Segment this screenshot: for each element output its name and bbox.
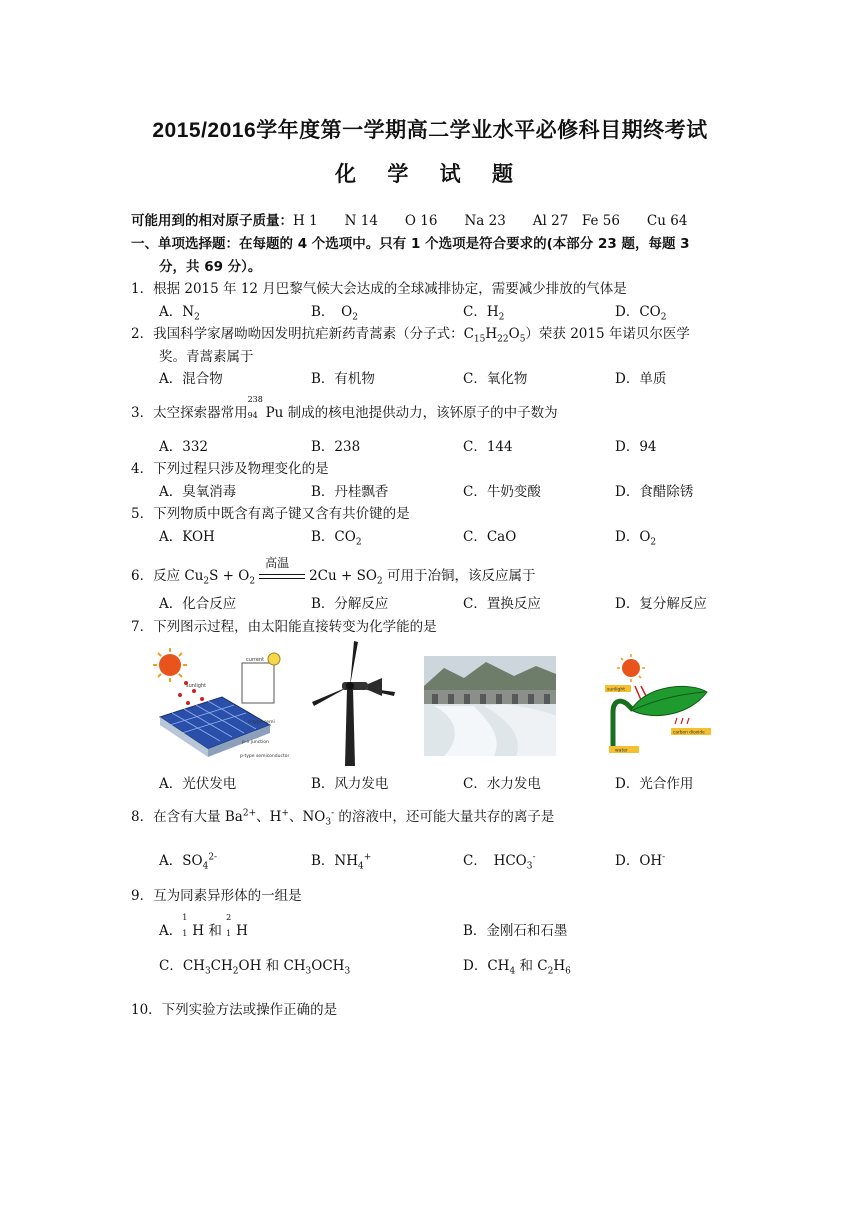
q4-option-a[interactable]: A．臭氧消毒 [159, 484, 237, 500]
q7-option-c[interactable]: C．水力发电 [463, 776, 541, 792]
q6-option-d[interactable]: D．复分解反应 [615, 596, 707, 612]
q6-option-c[interactable]: C．置换反应 [463, 596, 541, 612]
q3-option-b[interactable]: B．238 [311, 439, 361, 455]
q2-stem: 2．我国科学家屠呦呦因发明抗疟新药青蒿素（分子式：$C_{15}H_{22}O_5$）荣获 2015 年诺贝尔医学 [131, 326, 690, 345]
photovoltaic-figure [150, 645, 290, 767]
q5-option-c[interactable]: C．CaO [463, 529, 517, 545]
q4-option-b[interactable]: B．丹桂飘香 [311, 484, 389, 500]
wind-turbine-figure [300, 638, 400, 766]
q9-option-a[interactable]: A． 1 1 H 和 2 1 H [159, 913, 248, 939]
svg-text:water: water [615, 748, 628, 754]
q5-option-d[interactable]: D．$O_2$ [615, 529, 657, 548]
q1-option-c[interactable]: C．$H_2$ [463, 304, 505, 323]
sun-icon [622, 659, 640, 677]
q1-option-d[interactable]: D．$CO_2$ [615, 304, 667, 323]
section1-heading: 一、单项选择题：在每题的 4 个选项中。只有 1 个选项是符合要求的(本部分 23 题，每题 3 [131, 236, 690, 252]
q2-option-b[interactable]: B．有机物 [311, 371, 375, 387]
q2-option-c[interactable]: C．氧化物 [463, 371, 528, 387]
section1-heading-cont: 分，共 69 分）。 [159, 259, 262, 275]
q9-option-d[interactable]: D．$CH_4$ 和 $C_2H_6$ [463, 958, 571, 977]
q4-option-c[interactable]: C．牛奶变酸 [463, 484, 541, 500]
q3-option-a[interactable]: A．332 [159, 439, 209, 455]
q9-option-b[interactable]: B．金刚石和石墨 [463, 923, 568, 939]
exam-title: 2015/2016学年度第一学期高二学业水平必修科目期终考试 [152, 119, 708, 142]
q8-option-c[interactable]: C． $HCO_3^-$ [463, 852, 536, 872]
atomic-masses-label: 可能用到的相对原子质量： [131, 213, 293, 229]
q4-stem: 4．下列过程只涉及物理变化的是 [131, 461, 329, 477]
q5-stem: 5．下列物质中既含有离子键又含有共价键的是 [131, 506, 410, 522]
q6-stem: 6．反应 $Cu_2S + O_2$ 高温 $2Cu + SO_2$ 可用于冶铜，该反应属于 [131, 555, 536, 587]
q8-option-d[interactable]: D．OH- [615, 852, 666, 869]
hydropower-dam-figure [424, 656, 556, 756]
q2-stem-cont: 奖。青蒿素属于 [159, 349, 254, 365]
q1-option-a[interactable]: A．$N_2$ [159, 304, 200, 323]
svg-text:sunlight: sunlight [607, 687, 626, 693]
q3-stem: 3．太空探索器常用 238 94 Pu 制成的核电池提供动力，该钚原子的中子数为 [131, 395, 558, 421]
q4-option-d[interactable]: D．食醋除锈 [615, 484, 694, 500]
q1-stem: 1．根据 2015 年 12 月巴黎气候大会达成的全球减排协定，需要减少排放的气体是 [131, 281, 627, 297]
svg-text:sunlight: sunlight [186, 683, 207, 689]
q7-option-d[interactable]: D．光合作用 [615, 776, 694, 792]
svg-text:p-n junction: p-n junction [242, 740, 269, 745]
svg-text:carbon dioxide: carbon dioxide [673, 730, 705, 736]
q7-option-b[interactable]: B．风力发电 [311, 776, 389, 792]
atomic-masses-line [131, 209, 687, 229]
q5-option-a[interactable]: A．KOH [159, 529, 215, 545]
svg-text:p-type semiconductor: p-type semiconductor [240, 754, 290, 759]
reaction-equals-sign: 高温 [259, 570, 305, 584]
q7-stem: 7．下列图示过程，由太阳能直接转变为化学能的是 [131, 619, 437, 635]
svg-text:current: current [246, 657, 265, 663]
q6-option-b[interactable]: B．分解反应 [311, 596, 389, 612]
q3-option-c[interactable]: C．144 [463, 439, 513, 455]
q8-option-a[interactable]: A．$SO_4^{2-}$ [159, 852, 218, 872]
q3-option-d[interactable]: D．94 [615, 439, 657, 455]
pu-isotope: 238 94 [247, 395, 263, 420]
q6-option-a[interactable]: A．化合反应 [159, 596, 237, 612]
q7-option-a[interactable]: A．光伏发电 [159, 776, 237, 792]
q9-option-c[interactable]: C．$CH_3CH_2OH$ 和 $CH_3OCH_3$ [159, 958, 351, 977]
q5-option-b[interactable]: B．$CO_2$ [311, 529, 362, 548]
photosynthesis-figure [595, 652, 715, 760]
q9-stem: 9．互为同素异形体的一组是 [131, 888, 302, 904]
svg-text:n-type semi: n-type semi [248, 720, 275, 725]
atomic-masses-values: H 1 N 14 O 16 Na 23 Al 27 Fe 56 Cu 64 [293, 213, 688, 229]
q8-stem: 8．在含有大量 $Ba^{2+}$、H+、$NO_3^-$ 的溶液中，还可能大量共存的离子是 [131, 808, 555, 828]
q2-option-d[interactable]: D．单质 [615, 371, 667, 387]
exam-subtitle: 化 学 试 题 [335, 162, 525, 186]
lightbulb-icon [268, 653, 280, 665]
q8-option-b[interactable]: B．$NH_4^+$ [311, 852, 372, 872]
q2-option-a[interactable]: A．混合物 [159, 371, 223, 387]
sun-icon [159, 654, 181, 676]
q1-option-b[interactable]: B． $O_2$ [311, 304, 358, 323]
q10-stem: 10．下列实验方法或操作正确的是 [131, 1002, 338, 1018]
